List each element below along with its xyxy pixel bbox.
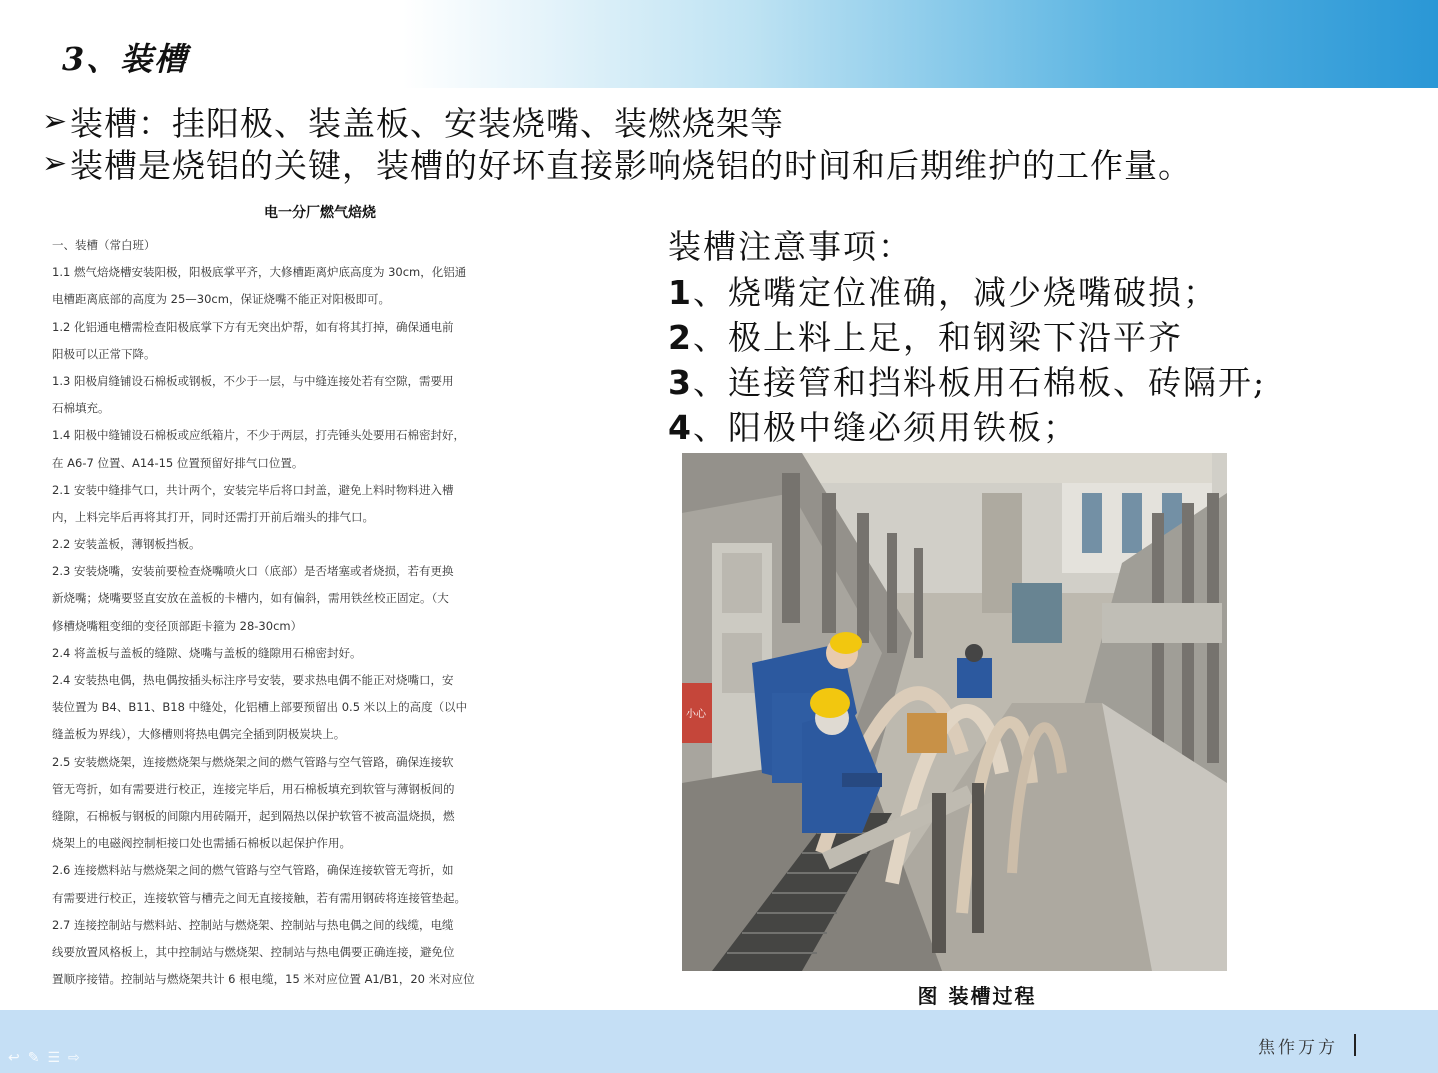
document-line: 新烧嘴；烧嘴要竖直安放在盖板的卡槽内，如有偏斜，需用铁丝校正固定。（大 [52, 591, 449, 606]
document-line: 一、装槽（常白班） [52, 238, 156, 252]
footer-divider [1354, 1034, 1356, 1056]
document-line: 缝盖板为界线），大修槽则将热电偶完全插到阴极炭块上。 [52, 727, 346, 742]
precaution-number: 2 [668, 318, 693, 357]
precaution-text: 、阳极中缝必须用铁板； [692, 408, 1078, 447]
bullet-item [42, 100, 1192, 142]
document-line: 1.2 化铝通电槽需检查阳极底掌下方有无突出炉帮，如有将其打掉，确保通电前 [52, 319, 454, 334]
document-line: 装位置为 B4、B11、B18 中缝处，化铝槽上部要预留出 0.5 米以上的高度（以中 [52, 700, 468, 715]
document-line: 2.1 安装中缝排气口，共计两个，安装完毕后将口封盖，避免上料时物料进入槽 [52, 482, 454, 497]
precaution-number: 3 [668, 363, 693, 402]
document-line: 2.6 连接燃料站与燃烧架之间的燃气管路与空气管路，确保连接软管无弯折，如 [52, 863, 454, 878]
precautions-heading: 装槽注意事项： [668, 227, 913, 266]
document-line: 2.4 将盖板与盖板的缝隙、烧嘴与盖板的缝隙用石棉密封好。 [52, 645, 362, 660]
document-line: 置顺序接错。控制站与燃烧架共计 6 根电缆，15 米对应位置 A1/B1，20 米对应位 [52, 972, 475, 987]
precaution-item [668, 315, 1266, 360]
figure-caption: 图 装槽过程 [917, 984, 1037, 1008]
header-band [0, 0, 1438, 88]
document-line: 1.4 阳极中缝铺设石棉板或应纸箱片，不少于两层，打壳锤头处要用石棉密封好， [52, 428, 465, 443]
bullet-text: 装槽是烧铝的关键，装槽的好坏直接影响烧铝的时间和后期维护的工作量。 [70, 145, 1192, 185]
warning-sign-label: 小心 [686, 709, 706, 720]
precaution-text: 、极上料上足，和钢梁下沿平齐 [692, 318, 1183, 357]
document-line: 1.1 燃气焙烧槽安装阳极，阳极底掌平齐，大修槽距离炉底高度为 30cm，化铝通 [52, 265, 467, 280]
document-line: 缝隙，石棉板与钢板的间隙内用砖隔开，起到隔热以保护软管不被高温烧损，燃 [52, 808, 455, 823]
back-arrow-icon[interactable]: ↩ [8, 1050, 20, 1066]
document-line: 2.7 连接控制站与燃料站、控制站与燃烧架、控制站与热电偶之间的线缆，电缆 [52, 917, 454, 932]
document-line: 线要放置风格板上，其中控制站与燃烧架、控制站与热电偶要正确连接，避免位 [52, 944, 455, 959]
bullet-arrow-icon: ➢ [42, 145, 69, 181]
document-line: 2.4 安装热电偶，热电偶按插头标注序号安装，要求热电偶不能正对烧嘴口，安 [52, 673, 454, 687]
slide-title: 3、装槽 [62, 40, 189, 78]
document-line: 有需要进行校正，连接软管与槽壳之间无直接接触，若有需用钢砖将连接管垫起。 [52, 890, 466, 905]
document-line: 烧架上的电磁阀控制柜接口处也需插石棉板以起保护作用。 [52, 836, 351, 851]
document-line: 在 A6-7 位置、A14-15 位置预留好排气口位置。 [52, 455, 304, 470]
document-line: 阳极可以正常下降。 [52, 346, 156, 361]
document-line: 电槽距离底部的高度为 25—30cm，保证烧嘴不能正对阳极即可。 [52, 292, 390, 307]
pen-icon[interactable]: ✎ [27, 1050, 40, 1066]
document-line: 石棉填充。 [52, 401, 110, 416]
bullet-arrow-icon: ➢ [42, 103, 69, 139]
document-line: 2.5 安装燃烧架，连接燃烧架与燃烧架之间的燃气管路与空气管路，确保连接软 [52, 754, 454, 769]
forward-arrow-icon[interactable]: ⇨ [68, 1050, 80, 1066]
document-line: 修槽烧嘴粗变细的变径顶部距卡箍为 28-30cm） [52, 618, 303, 633]
precaution-text: 、烧嘴定位准确，减少烧嘴破损； [692, 273, 1218, 312]
precaution-item [668, 270, 1266, 315]
document-line: 1.3 阳极肩缝铺设石棉板或钢板，不少于一层，与中缝连接处若有空隙，需要用 [52, 373, 454, 388]
precaution-number: 4 [668, 408, 693, 447]
precaution-item [668, 360, 1266, 405]
document-body [52, 232, 592, 993]
menu-icon[interactable]: ☰ [47, 1050, 61, 1066]
bullet-text: 装槽：挂阳极、装盖板、安装烧嘴、装燃烧架等 [70, 103, 784, 143]
slideshow-nav [8, 1050, 80, 1066]
precaution-number: 1 [668, 273, 693, 312]
precautions-panel [668, 224, 1266, 450]
document-line: 2.2 安装盖板，薄钢板挡板。 [52, 537, 201, 552]
bullet-list [42, 100, 1192, 184]
cell-loading-photo [682, 453, 1227, 971]
precaution-item [668, 405, 1266, 450]
precaution-text: 、连接管和挡料板用石棉板、砖隔开; [692, 363, 1267, 402]
footer-band [0, 1010, 1438, 1073]
footer-brand: 焦作万方 [1258, 1038, 1338, 1058]
document-line: 2.3 安装烧嘴，安装前要检查烧嘴喷火口（底部）是否堵塞或者烧损，若有更换 [52, 564, 454, 579]
bullet-item [42, 142, 1192, 184]
document-line: 管无弯折，如有需要进行校正，连接完毕后，用石棉板填充到软管与薄钢板间的 [52, 781, 455, 796]
document-line: 内，上料完毕后再将其打开，同时还需打开前后端头的排气口。 [52, 509, 374, 524]
document-title: 电一分厂燃气焙烧 [264, 205, 376, 221]
